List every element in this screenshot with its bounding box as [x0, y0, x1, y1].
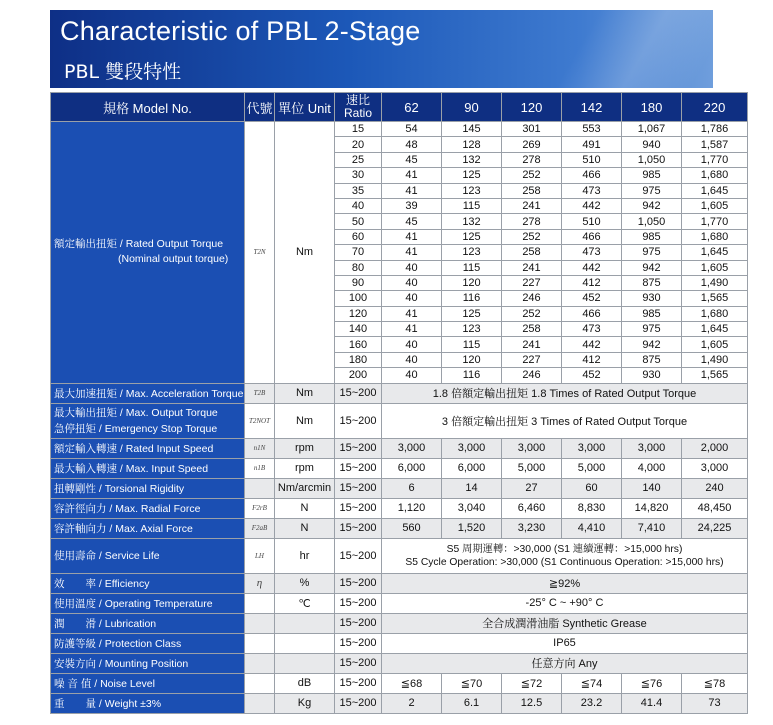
service-life-symbol: LH: [245, 538, 275, 573]
value-cell: 1,786: [682, 122, 748, 137]
mounting-symbol: [245, 653, 275, 673]
ratio-cell: 180: [335, 352, 382, 367]
range-cell: 15~200: [335, 693, 382, 713]
value-cell: 1,770: [682, 152, 748, 167]
row-label-protection: 防護等級 / Protection Class: [51, 633, 245, 653]
ratio-cell: 40: [335, 198, 382, 213]
value-cell: 3,000: [382, 438, 442, 458]
row-label-rigidity: 扭轉剛性 / Torsional Rigidity: [51, 478, 245, 498]
value-cell: 132: [442, 152, 502, 167]
rated-torque-symbol: T2N: [245, 122, 275, 384]
value-cell: ≦70: [442, 673, 502, 693]
header-ratio-line1: 速比: [345, 93, 370, 107]
protection-unit: [275, 633, 335, 653]
range-cell: 15~200: [335, 518, 382, 538]
service-life-line1: S5 周期運轉：>30,000 (S1 連續運轉：>15,000 hrs): [446, 543, 683, 555]
value-cell: 40: [382, 260, 442, 275]
table-row: [51, 613, 748, 633]
value-cell: 975: [622, 245, 682, 260]
ratio-cell: 20: [335, 137, 382, 152]
value-cell: ≦68: [382, 673, 442, 693]
value-cell: 942: [622, 198, 682, 213]
value-cell: 73: [682, 693, 748, 713]
value-cell: 985: [622, 168, 682, 183]
header-size: 62: [382, 93, 442, 122]
rated-torque-label-line1: 額定輸出扭矩 / Rated Output Torque: [54, 238, 224, 251]
value-cell: 24,225: [682, 518, 748, 538]
value-cell: 6,000: [442, 458, 502, 478]
max-torque-value: 3 倍額定輸出扭矩 3 Times of Rated Output Torque: [382, 403, 748, 438]
value-cell: 252: [502, 306, 562, 321]
value-cell: 246: [502, 291, 562, 306]
service-life-line2: S5 Cycle Operation: >30,000 (S1 Continuous Operation: >15,000 hrs): [405, 556, 724, 568]
max-torque-label-line2: 急停扭矩 / Emergency Stop Torque: [54, 422, 218, 435]
value-cell: 246: [502, 368, 562, 383]
accel-torque-symbol: T2B: [245, 383, 275, 403]
mounting-unit: [275, 653, 335, 673]
table-row: [51, 673, 748, 693]
value-cell: 278: [502, 214, 562, 229]
value-cell: 4,000: [622, 458, 682, 478]
accel-torque-value: 1.8 倍額定輸出扭矩 1.8 Times of Rated Output Torque: [382, 383, 748, 403]
value-cell: 125: [442, 306, 502, 321]
value-cell: 12.5: [502, 693, 562, 713]
value-cell: 2,000: [682, 438, 748, 458]
value-cell: 1,587: [682, 137, 748, 152]
operating-temp-value: -25° C ~ +90° C: [382, 593, 748, 613]
row-label-max-speed: 最大輸入轉速 / Max. Input Speed: [51, 458, 245, 478]
max-speed-unit: rpm: [275, 458, 335, 478]
value-cell: 48,450: [682, 498, 748, 518]
value-cell: 269: [502, 137, 562, 152]
header-ratio-line2: Ratio: [343, 106, 372, 120]
value-cell: 510: [562, 152, 622, 167]
ratio-cell: 90: [335, 275, 382, 290]
axial-force-unit: N: [275, 518, 335, 538]
value-cell: 1,680: [682, 229, 748, 244]
value-cell: 5,000: [502, 458, 562, 478]
row-label-mounting: 安裝方向 / Mounting Position: [51, 653, 245, 673]
value-cell: 1,120: [382, 498, 442, 518]
value-cell: 60: [562, 478, 622, 498]
value-cell: 40: [382, 275, 442, 290]
range-cell: 15~200: [335, 593, 382, 613]
weight-symbol: [245, 693, 275, 713]
value-cell: 1,680: [682, 168, 748, 183]
value-cell: 41: [382, 306, 442, 321]
mounting-value: 任意方向 Any: [382, 653, 748, 673]
table-row: [51, 498, 748, 518]
radial-force-symbol: F2rB: [245, 498, 275, 518]
value-cell: 140: [622, 478, 682, 498]
value-cell: 473: [562, 322, 622, 337]
value-cell: 115: [442, 337, 502, 352]
value-cell: 491: [562, 137, 622, 152]
max-torque-unit: Nm: [275, 403, 335, 438]
header-unit: 單位 Unit: [275, 93, 335, 122]
value-cell: ≦74: [562, 673, 622, 693]
header-size: 180: [622, 93, 682, 122]
value-cell: 41.4: [622, 693, 682, 713]
ratio-cell: 35: [335, 183, 382, 198]
noise-unit: dB: [275, 673, 335, 693]
row-label-lubrication: 潤 滑 / Lubrication: [51, 613, 245, 633]
value-cell: 875: [622, 352, 682, 367]
value-cell: 1,050: [622, 152, 682, 167]
range-cell: 15~200: [335, 403, 382, 438]
row-label-axial-force: 容許軸向力 / Max. Axial Force: [51, 518, 245, 538]
value-cell: 45: [382, 152, 442, 167]
ratio-cell: 160: [335, 337, 382, 352]
value-cell: 985: [622, 229, 682, 244]
value-cell: 1,067: [622, 122, 682, 137]
table-row: [51, 538, 748, 573]
rated-torque-unit: Nm: [275, 122, 335, 384]
ratio-cell: 200: [335, 368, 382, 383]
value-cell: 41: [382, 229, 442, 244]
value-cell: 3,040: [442, 498, 502, 518]
ratio-cell: 25: [335, 152, 382, 167]
value-cell: 40: [382, 337, 442, 352]
value-cell: 985: [622, 306, 682, 321]
header-size: 90: [442, 93, 502, 122]
range-cell: 15~200: [335, 458, 382, 478]
value-cell: 930: [622, 368, 682, 383]
value-cell: 1,050: [622, 214, 682, 229]
value-cell: 942: [622, 337, 682, 352]
value-cell: 473: [562, 183, 622, 198]
value-cell: 3,000: [442, 438, 502, 458]
value-cell: 120: [442, 275, 502, 290]
value-cell: 1,605: [682, 260, 748, 275]
operating-temp-symbol: [245, 593, 275, 613]
value-cell: 125: [442, 229, 502, 244]
value-cell: 560: [382, 518, 442, 538]
efficiency-symbol: η: [245, 573, 275, 593]
value-cell: 6,000: [382, 458, 442, 478]
value-cell: 258: [502, 183, 562, 198]
service-life-value: [382, 538, 748, 573]
accel-torque-unit: Nm: [275, 383, 335, 403]
row-label-service-life: 使用壽命 / Service Life: [51, 538, 245, 573]
value-cell: 452: [562, 368, 622, 383]
row-label-efficiency: 效 率 / Efficiency: [51, 573, 245, 593]
protection-value: IP65: [382, 633, 748, 653]
lubrication-symbol: [245, 613, 275, 633]
value-cell: 120: [442, 352, 502, 367]
service-life-unit: hr: [275, 538, 335, 573]
value-cell: 3,230: [502, 518, 562, 538]
value-cell: 442: [562, 260, 622, 275]
value-cell: 1,565: [682, 291, 748, 306]
value-cell: 115: [442, 198, 502, 213]
value-cell: 553: [562, 122, 622, 137]
value-cell: 278: [502, 152, 562, 167]
rated-speed-unit: rpm: [275, 438, 335, 458]
ratio-cell: 100: [335, 291, 382, 306]
rigidity-symbol: [245, 478, 275, 498]
value-cell: 123: [442, 322, 502, 337]
value-cell: 116: [442, 291, 502, 306]
title-banner: [50, 10, 713, 88]
value-cell: 40: [382, 291, 442, 306]
table-row: [51, 573, 748, 593]
radial-force-unit: N: [275, 498, 335, 518]
range-cell: 15~200: [335, 438, 382, 458]
efficiency-unit: %: [275, 573, 335, 593]
rated-torque-label-line2: (Nominal output torque): [118, 253, 229, 266]
value-cell: 241: [502, 337, 562, 352]
value-cell: 473: [562, 245, 622, 260]
ratio-cell: 60: [335, 229, 382, 244]
range-cell: 15~200: [335, 383, 382, 403]
value-cell: 1,605: [682, 198, 748, 213]
value-cell: 41: [382, 245, 442, 260]
spec-table: [50, 92, 748, 714]
value-cell: 442: [562, 198, 622, 213]
value-cell: 116: [442, 368, 502, 383]
operating-temp-unit: ℃: [275, 593, 335, 613]
value-cell: ≦76: [622, 673, 682, 693]
value-cell: 875: [622, 275, 682, 290]
value-cell: 41: [382, 183, 442, 198]
value-cell: 23.2: [562, 693, 622, 713]
lubrication-value: 全合成潤滑油脂 Synthetic Grease: [382, 613, 748, 633]
table-row: [51, 633, 748, 653]
page-title: Characteristic of PBL 2-Stage: [60, 16, 421, 46]
value-cell: 3,000: [682, 458, 748, 478]
value-cell: 1,645: [682, 183, 748, 198]
table-row: [51, 403, 748, 438]
range-cell: 15~200: [335, 573, 382, 593]
row-label-accel-torque: 最大加速扭矩 / Max. Acceleration Torque: [51, 383, 245, 403]
value-cell: 258: [502, 322, 562, 337]
value-cell: 1,770: [682, 214, 748, 229]
value-cell: 7,410: [622, 518, 682, 538]
value-cell: 442: [562, 337, 622, 352]
value-cell: 252: [502, 168, 562, 183]
max-torque-label-line1: 最大輸出扭矩 / Max. Output Torque: [54, 406, 218, 419]
value-cell: 466: [562, 168, 622, 183]
header-ratio: [335, 93, 382, 122]
header-model: 規格 Model No.: [51, 93, 245, 122]
weight-unit: Kg: [275, 693, 335, 713]
page-subtitle: PBL 雙段特性: [64, 61, 182, 83]
value-cell: 3,000: [502, 438, 562, 458]
ratio-cell: 30: [335, 168, 382, 183]
table-row: [51, 593, 748, 613]
value-cell: 412: [562, 352, 622, 367]
header-code: 代號: [245, 93, 275, 122]
value-cell: 48: [382, 137, 442, 152]
value-cell: 301: [502, 122, 562, 137]
ratio-cell: 15: [335, 122, 382, 137]
row-label-max-torque: [51, 403, 245, 438]
value-cell: 466: [562, 229, 622, 244]
value-cell: 2: [382, 693, 442, 713]
max-speed-symbol: n1B: [245, 458, 275, 478]
value-cell: ≦78: [682, 673, 748, 693]
value-cell: 125: [442, 168, 502, 183]
value-cell: 452: [562, 291, 622, 306]
value-cell: 14: [442, 478, 502, 498]
value-cell: 45: [382, 214, 442, 229]
value-cell: 227: [502, 275, 562, 290]
value-cell: 6.1: [442, 693, 502, 713]
range-cell: 15~200: [335, 498, 382, 518]
axial-force-symbol: F2aB: [245, 518, 275, 538]
value-cell: 1,680: [682, 306, 748, 321]
value-cell: 240: [682, 478, 748, 498]
value-cell: 975: [622, 322, 682, 337]
value-cell: 128: [442, 137, 502, 152]
rated-speed-symbol: n1N: [245, 438, 275, 458]
value-cell: 1,645: [682, 245, 748, 260]
value-cell: 466: [562, 306, 622, 321]
table-row: [51, 438, 748, 458]
value-cell: 1,565: [682, 368, 748, 383]
value-cell: 940: [622, 137, 682, 152]
value-cell: 132: [442, 214, 502, 229]
row-label-rated-torque: [51, 122, 245, 384]
value-cell: 258: [502, 245, 562, 260]
range-cell: 15~200: [335, 673, 382, 693]
row-label-weight: 重 量 / Weight ±3%: [51, 693, 245, 713]
value-cell: 6: [382, 478, 442, 498]
value-cell: 942: [622, 260, 682, 275]
value-cell: 412: [562, 275, 622, 290]
range-cell: 15~200: [335, 653, 382, 673]
value-cell: 41: [382, 168, 442, 183]
value-cell: 39: [382, 198, 442, 213]
value-cell: 8,830: [562, 498, 622, 518]
table-row: [51, 478, 748, 498]
value-cell: 145: [442, 122, 502, 137]
value-cell: 252: [502, 229, 562, 244]
value-cell: 14,820: [622, 498, 682, 518]
value-cell: 5,000: [562, 458, 622, 478]
value-cell: 1,645: [682, 322, 748, 337]
header-size: 120: [502, 93, 562, 122]
table-row: [51, 693, 748, 713]
noise-symbol: [245, 673, 275, 693]
header-size: 220: [682, 93, 748, 122]
ratio-cell: 140: [335, 322, 382, 337]
row-label-operating-temp: 使用溫度 / Operating Temperature: [51, 593, 245, 613]
value-cell: ≦72: [502, 673, 562, 693]
table-row: [51, 122, 748, 137]
ratio-cell: 80: [335, 260, 382, 275]
range-cell: 15~200: [335, 613, 382, 633]
range-cell: 15~200: [335, 633, 382, 653]
value-cell: 123: [442, 183, 502, 198]
table-row: [51, 518, 748, 538]
ratio-cell: 50: [335, 214, 382, 229]
value-cell: 510: [562, 214, 622, 229]
value-cell: 3,000: [622, 438, 682, 458]
value-cell: 1,520: [442, 518, 502, 538]
lubrication-unit: [275, 613, 335, 633]
value-cell: 975: [622, 183, 682, 198]
efficiency-value: ≧92%: [382, 573, 748, 593]
value-cell: 54: [382, 122, 442, 137]
row-label-rated-speed: 額定輸入轉速 / Rated Input Speed: [51, 438, 245, 458]
table-row: [51, 653, 748, 673]
value-cell: 241: [502, 198, 562, 213]
max-torque-symbol: T2NOT: [245, 403, 275, 438]
value-cell: 40: [382, 352, 442, 367]
value-cell: 1,490: [682, 275, 748, 290]
value-cell: 227: [502, 352, 562, 367]
value-cell: 123: [442, 245, 502, 260]
row-label-radial-force: 容許徑向力 / Max. Radial Force: [51, 498, 245, 518]
row-label-noise: 噪 音 值 / Noise Level: [51, 673, 245, 693]
value-cell: 1,490: [682, 352, 748, 367]
value-cell: 115: [442, 260, 502, 275]
value-cell: 6,460: [502, 498, 562, 518]
value-cell: 41: [382, 322, 442, 337]
header-size: 142: [562, 93, 622, 122]
rigidity-unit: Nm/arcmin: [275, 478, 335, 498]
value-cell: 1,605: [682, 337, 748, 352]
range-cell: 15~200: [335, 478, 382, 498]
table-row: [51, 458, 748, 478]
value-cell: 3,000: [562, 438, 622, 458]
ratio-cell: 120: [335, 306, 382, 321]
value-cell: 4,410: [562, 518, 622, 538]
value-cell: 40: [382, 368, 442, 383]
table-row: [51, 383, 748, 403]
table-header-row: [51, 93, 748, 122]
value-cell: 241: [502, 260, 562, 275]
ratio-cell: 70: [335, 245, 382, 260]
value-cell: 930: [622, 291, 682, 306]
protection-symbol: [245, 633, 275, 653]
value-cell: 27: [502, 478, 562, 498]
range-cell: 15~200: [335, 538, 382, 573]
